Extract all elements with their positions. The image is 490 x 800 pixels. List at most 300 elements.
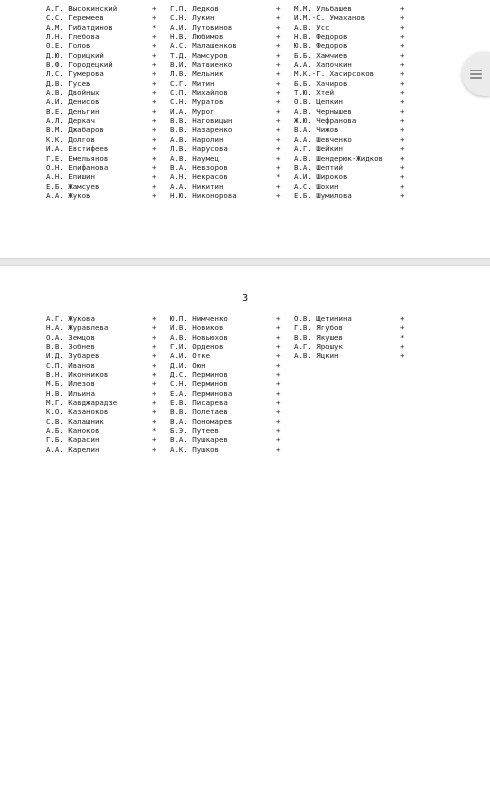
vote-mark: + — [276, 370, 281, 380]
vote-mark: + — [152, 50, 157, 60]
table-row — [46, 79, 409, 88]
column-gap — [161, 351, 170, 360]
column-gap — [161, 426, 170, 435]
column-gap — [285, 389, 294, 398]
member-name: О.Н. Епифанова — [46, 162, 109, 172]
vote-mark: + — [400, 153, 405, 163]
member-name: Е.В. Писарева — [170, 398, 228, 408]
vote-mark: + — [276, 314, 281, 323]
member-name: Ж.Ю. Чефранова — [294, 116, 357, 126]
member-name: Е.Б. Жамсуев — [46, 181, 100, 191]
vote-mark: + — [276, 22, 281, 32]
member-name: В.А. Шептий — [294, 162, 343, 172]
member-name: А.В. Новьюхов — [170, 332, 228, 342]
table-row — [46, 379, 409, 388]
vote-mark: + — [276, 78, 281, 88]
vote-mark: + — [400, 32, 405, 42]
member-name: Б.Б. Хамчиев — [294, 50, 348, 60]
member-name: И.В. Новиков — [170, 323, 224, 333]
column-gap — [161, 333, 170, 342]
column-gap — [161, 154, 170, 163]
member-name: С.С. Геремеев — [46, 13, 104, 23]
column-gap — [285, 398, 294, 407]
vote-mark: + — [276, 69, 281, 79]
member-name — [294, 435, 400, 444]
column-gap — [161, 407, 170, 416]
vote-mark: + — [400, 162, 405, 172]
vote-mark: + — [400, 134, 405, 144]
member-name: И.М.-С. Умаханов — [294, 13, 366, 23]
member-name: А.А. Карелин — [46, 444, 100, 454]
roster-rows — [46, 314, 409, 454]
column-gap — [285, 125, 294, 134]
vote-mark: + — [400, 78, 405, 88]
column-gap — [161, 88, 170, 97]
table-row — [46, 351, 409, 360]
table-row — [46, 361, 409, 370]
member-name: В.А. Невзоров — [170, 162, 228, 172]
column-gap — [161, 379, 170, 388]
table-row — [46, 125, 409, 134]
column-gap — [161, 107, 170, 116]
vote-mark: + — [152, 435, 157, 445]
vote-mark: + — [276, 342, 281, 352]
vote-mark — [400, 426, 409, 435]
table-row — [46, 314, 409, 323]
column-gap — [285, 116, 294, 125]
member-name: Г.Е. Емельянов — [46, 153, 109, 163]
member-name — [294, 370, 400, 379]
table-row — [46, 88, 409, 97]
member-name: Г.Б. Карасин — [46, 435, 100, 445]
column-gap — [161, 389, 170, 398]
column-gap — [161, 60, 170, 69]
member-name: Л.Н. Глебова — [46, 32, 100, 42]
member-name: А.В. Усс — [294, 22, 330, 32]
vote-mark: + — [276, 444, 281, 454]
vote-mark: + — [400, 22, 405, 32]
member-name — [294, 389, 400, 398]
table-row — [46, 51, 409, 60]
vote-mark: + — [152, 162, 157, 172]
member-name: В.А. Чижов — [294, 125, 339, 135]
vote-mark: + — [152, 190, 157, 200]
member-name: Е.А. Перминова — [170, 388, 233, 398]
member-name: Г.П. Ледков — [170, 4, 219, 13]
column-gap — [285, 370, 294, 379]
vote-mark: + — [152, 88, 157, 98]
vote-mark: + — [400, 342, 405, 352]
column-gap — [285, 342, 294, 351]
vote-mark: + — [400, 116, 405, 126]
column-gap — [285, 32, 294, 41]
table-row — [46, 389, 409, 398]
member-name: А.Н. Некрасов — [170, 172, 228, 182]
column-gap — [285, 88, 294, 97]
vote-mark: + — [152, 388, 157, 398]
vote-mark — [400, 389, 409, 398]
vote-mark — [400, 435, 409, 444]
table-row — [46, 107, 409, 116]
column-gap — [161, 323, 170, 332]
vote-mark: + — [276, 50, 281, 60]
table-row — [46, 333, 409, 342]
vote-mark — [400, 361, 409, 370]
column-gap — [285, 41, 294, 50]
vote-mark: + — [152, 69, 157, 79]
vote-mark: + — [276, 416, 281, 426]
vote-mark: + — [152, 41, 157, 51]
member-name: А.А. Хапочкин — [294, 60, 352, 70]
vote-mark: + — [152, 379, 157, 389]
member-name: Д.Ю. Горицкий — [46, 50, 104, 60]
vote-mark: * — [276, 172, 281, 182]
vote-mark: + — [152, 360, 157, 370]
vote-mark: + — [152, 116, 157, 126]
table-row — [46, 342, 409, 351]
member-name: Т.Ю. Хтей — [294, 88, 335, 98]
column-gap — [161, 144, 170, 153]
column-gap — [161, 314, 170, 323]
column-gap — [161, 445, 170, 454]
member-name: Г.В. Ягубов — [294, 323, 343, 333]
vote-mark: + — [400, 181, 405, 191]
vote-mark: + — [276, 106, 281, 116]
member-name: В.В. Полетаев — [170, 407, 228, 417]
vote-mark — [400, 445, 409, 454]
vote-mark: + — [152, 172, 157, 182]
vote-mark: + — [400, 50, 405, 60]
vote-mark — [400, 417, 409, 426]
vote-mark: + — [276, 60, 281, 70]
vote-mark: + — [276, 379, 281, 389]
column-gap — [285, 361, 294, 370]
member-name: Д.И. Оюн — [170, 360, 206, 370]
table-row — [46, 41, 409, 50]
table-row — [46, 154, 409, 163]
member-name: А.И. Лутовинов — [170, 22, 233, 32]
column-gap — [285, 333, 294, 342]
column-gap — [285, 163, 294, 172]
member-name: В.В. Якушев — [294, 332, 343, 342]
vote-mark: + — [152, 407, 157, 417]
vote-mark: + — [276, 407, 281, 417]
member-name: А.И. Широков — [294, 172, 348, 182]
member-name: О.А. Земцов — [46, 332, 95, 342]
column-gap — [285, 135, 294, 144]
member-name: А.Л. Деркач — [46, 116, 95, 126]
column-gap — [285, 154, 294, 163]
vote-mark: + — [152, 60, 157, 70]
member-name: В.В. Назаренко — [170, 125, 233, 135]
member-name: Н.В. Любимов — [170, 32, 224, 42]
column-gap — [285, 314, 294, 323]
table-row — [46, 417, 409, 426]
member-name: С.Г. Митин — [170, 78, 215, 88]
vote-mark: * — [152, 22, 157, 32]
page-number: 3 — [241, 293, 249, 304]
column-gap — [161, 51, 170, 60]
vote-mark: + — [152, 4, 157, 13]
vote-mark: + — [276, 41, 281, 51]
member-name — [294, 426, 400, 435]
table-row — [46, 370, 409, 379]
column-gap — [161, 342, 170, 351]
vote-mark: + — [400, 88, 405, 98]
vote-mark: + — [276, 144, 281, 154]
vote-mark: + — [400, 172, 405, 182]
member-name: Ю.В. Федоров — [294, 41, 348, 51]
member-name: Н.В. Ильина — [46, 388, 95, 398]
member-name: В.А. Пономарев — [170, 416, 233, 426]
roster-rows — [46, 4, 409, 200]
member-name: А.А. Жуков — [46, 190, 91, 200]
column-gap — [285, 426, 294, 435]
member-name: А.М. Гибатдинов — [46, 22, 113, 32]
vote-mark: + — [152, 332, 157, 342]
column-gap — [161, 435, 170, 444]
column-gap — [285, 445, 294, 454]
vote-mark: + — [400, 41, 405, 51]
member-name: А.В. Наролин — [170, 134, 224, 144]
member-name: А.А. Шевченко — [294, 134, 352, 144]
table-row — [46, 69, 409, 78]
column-gap — [161, 23, 170, 32]
member-name: А.Г. Высокинский — [46, 4, 118, 13]
member-name — [294, 398, 400, 407]
table-row — [46, 435, 409, 444]
column-gap — [285, 23, 294, 32]
member-name — [294, 361, 400, 370]
member-name: Е.Б. Шумилова — [294, 190, 352, 200]
vote-mark: + — [276, 32, 281, 42]
vote-mark: + — [276, 190, 281, 200]
member-name: С.Н. Перминов — [170, 379, 228, 389]
vote-mark: + — [152, 416, 157, 426]
member-name: В.В. Зобнев — [46, 342, 95, 352]
vote-mark: + — [276, 323, 281, 333]
member-name: Л.В. Нарусова — [170, 144, 228, 154]
vote-mark: + — [152, 323, 157, 333]
column-gap — [161, 116, 170, 125]
vote-mark: + — [276, 351, 281, 361]
vote-mark: + — [152, 342, 157, 352]
member-name: М.Г. Кавджарадзе — [46, 398, 118, 408]
member-name: А.А. Никитин — [170, 181, 224, 191]
vote-mark: + — [152, 13, 157, 23]
member-name: М.Б. Илезов — [46, 379, 95, 389]
vote-mark: + — [400, 4, 405, 13]
vote-mark: + — [400, 351, 405, 361]
column-gap — [285, 13, 294, 22]
member-name: В.И. Матвиенко — [170, 60, 233, 70]
member-name: В.Н. Иконников — [46, 370, 109, 380]
member-name: А.И. Отке — [170, 351, 211, 361]
vote-mark: + — [276, 388, 281, 398]
column-gap — [161, 4, 170, 13]
vote-mark: + — [276, 88, 281, 98]
vote-mark: + — [400, 13, 405, 23]
member-name: А.К. Пушков — [170, 444, 219, 454]
column-gap — [285, 79, 294, 88]
vote-mark: + — [400, 125, 405, 135]
vote-mark — [400, 398, 409, 407]
vote-mark: + — [152, 351, 157, 361]
vote-mark: + — [400, 144, 405, 154]
column-gap — [285, 407, 294, 416]
vote-mark: + — [276, 125, 281, 135]
member-name — [294, 379, 400, 388]
column-gap — [285, 417, 294, 426]
vote-mark: + — [400, 190, 405, 200]
member-name: Л.С. Гумерова — [46, 69, 104, 79]
document-page-bottom — [0, 266, 490, 800]
vote-mark: + — [276, 435, 281, 445]
column-gap — [285, 144, 294, 153]
vote-mark: + — [400, 97, 405, 107]
table-row — [46, 60, 409, 69]
vote-mark: + — [152, 181, 157, 191]
member-name: А.Г. Жукова — [46, 314, 95, 323]
vote-mark: + — [152, 314, 157, 323]
member-name: И.А. Мурог — [170, 106, 215, 116]
member-name: В.Ф. Городецкий — [46, 60, 113, 70]
table-row — [46, 116, 409, 125]
member-name: Г.И. Орденов — [170, 342, 224, 352]
vote-mark: + — [152, 370, 157, 380]
vote-mark: + — [276, 162, 281, 172]
table-row — [46, 323, 409, 332]
member-name: Б.Э. Путеев — [170, 426, 219, 436]
table-row — [46, 4, 409, 13]
member-name: С.Н. Лукин — [170, 13, 215, 23]
column-gap — [285, 323, 294, 332]
table-row — [46, 445, 409, 454]
member-name: О.В. Цепкин — [294, 97, 343, 107]
vote-mark: + — [276, 360, 281, 370]
member-name: А.Г. Ярошук — [294, 342, 343, 352]
member-name — [294, 445, 400, 454]
member-name: М.К.-Г. Хасирсоков — [294, 69, 375, 79]
member-name: Д.С. Перминов — [170, 370, 228, 380]
column-gap — [285, 191, 294, 200]
vote-mark: + — [152, 444, 157, 454]
column-gap — [161, 163, 170, 172]
table-row — [46, 13, 409, 22]
member-name: М.М. Ульбашев — [294, 4, 352, 13]
vote-mark: + — [400, 69, 405, 79]
column-gap — [161, 361, 170, 370]
member-name: С.П. Михайлов — [170, 88, 228, 98]
member-name: К.К. Долгов — [46, 134, 95, 144]
column-gap — [285, 51, 294, 60]
member-name: Н.Ю. Никонорова — [170, 190, 237, 200]
vote-mark: + — [400, 323, 405, 333]
vote-mark: + — [276, 97, 281, 107]
column-gap — [161, 32, 170, 41]
column-gap — [161, 69, 170, 78]
vote-mark: + — [400, 314, 405, 323]
member-name: В.М. Джабаров — [46, 125, 104, 135]
table-row — [46, 32, 409, 41]
column-gap — [285, 69, 294, 78]
page-separator — [0, 258, 490, 266]
table-row — [46, 426, 409, 435]
document-page-top — [0, 0, 490, 258]
vote-mark: + — [152, 78, 157, 88]
senator-roster-table — [46, 4, 409, 200]
table-row — [46, 182, 409, 191]
column-gap — [285, 435, 294, 444]
table-row — [46, 135, 409, 144]
member-name: Т.Д. Мамсуров — [170, 50, 228, 60]
table-row — [46, 407, 409, 416]
vote-mark: + — [400, 106, 405, 116]
member-name: Б.Б. Хачиров — [294, 78, 348, 88]
column-gap — [285, 4, 294, 13]
member-name: В.Е. Деньгин — [46, 106, 100, 116]
member-name: Н.А. Журавлева — [46, 323, 109, 333]
vote-mark: * — [400, 332, 405, 342]
column-gap — [161, 172, 170, 181]
column-gap — [161, 182, 170, 191]
member-name: Д.В. Гусев — [46, 78, 91, 88]
column-gap — [285, 182, 294, 191]
member-name: В.А. Пушкарев — [170, 435, 228, 445]
vote-mark: + — [276, 116, 281, 126]
vote-mark: + — [400, 60, 405, 70]
vote-mark: + — [276, 181, 281, 191]
column-gap — [161, 135, 170, 144]
vote-mark: + — [276, 426, 281, 436]
table-row — [46, 23, 409, 32]
member-name: С.Н. Муратов — [170, 97, 224, 107]
vote-mark: + — [152, 125, 157, 135]
column-gap — [161, 370, 170, 379]
vote-mark — [400, 370, 409, 379]
column-gap — [285, 60, 294, 69]
column-gap — [161, 97, 170, 106]
vote-mark: + — [276, 153, 281, 163]
column-gap — [161, 125, 170, 134]
vote-mark: + — [276, 398, 281, 408]
vote-mark: + — [276, 332, 281, 342]
member-name: А.В. Яцкин — [294, 351, 339, 361]
member-name: И.Д. Зубарев — [46, 351, 100, 361]
member-name: А.Б. Каноков — [46, 426, 100, 436]
vote-mark: + — [276, 13, 281, 23]
vote-mark: + — [152, 134, 157, 144]
senator-roster-table — [46, 314, 409, 454]
table-row — [46, 172, 409, 181]
vote-mark: + — [276, 134, 281, 144]
column-gap — [161, 191, 170, 200]
column-gap — [285, 379, 294, 388]
member-name: А.С. Шохин — [294, 181, 339, 191]
member-name: С.В. Калашник — [46, 416, 104, 426]
member-name: А.В. Шендерюк-Жидков — [294, 153, 383, 163]
column-gap — [285, 172, 294, 181]
member-name: А.В. Наумец — [170, 153, 219, 163]
vote-mark: + — [152, 97, 157, 107]
vote-mark: + — [152, 32, 157, 42]
member-name — [294, 407, 400, 416]
vote-mark: + — [152, 398, 157, 408]
column-gap — [161, 79, 170, 88]
member-name: А.Г. Шейкин — [294, 144, 343, 154]
vote-mark: + — [276, 4, 281, 13]
member-name — [294, 417, 400, 426]
